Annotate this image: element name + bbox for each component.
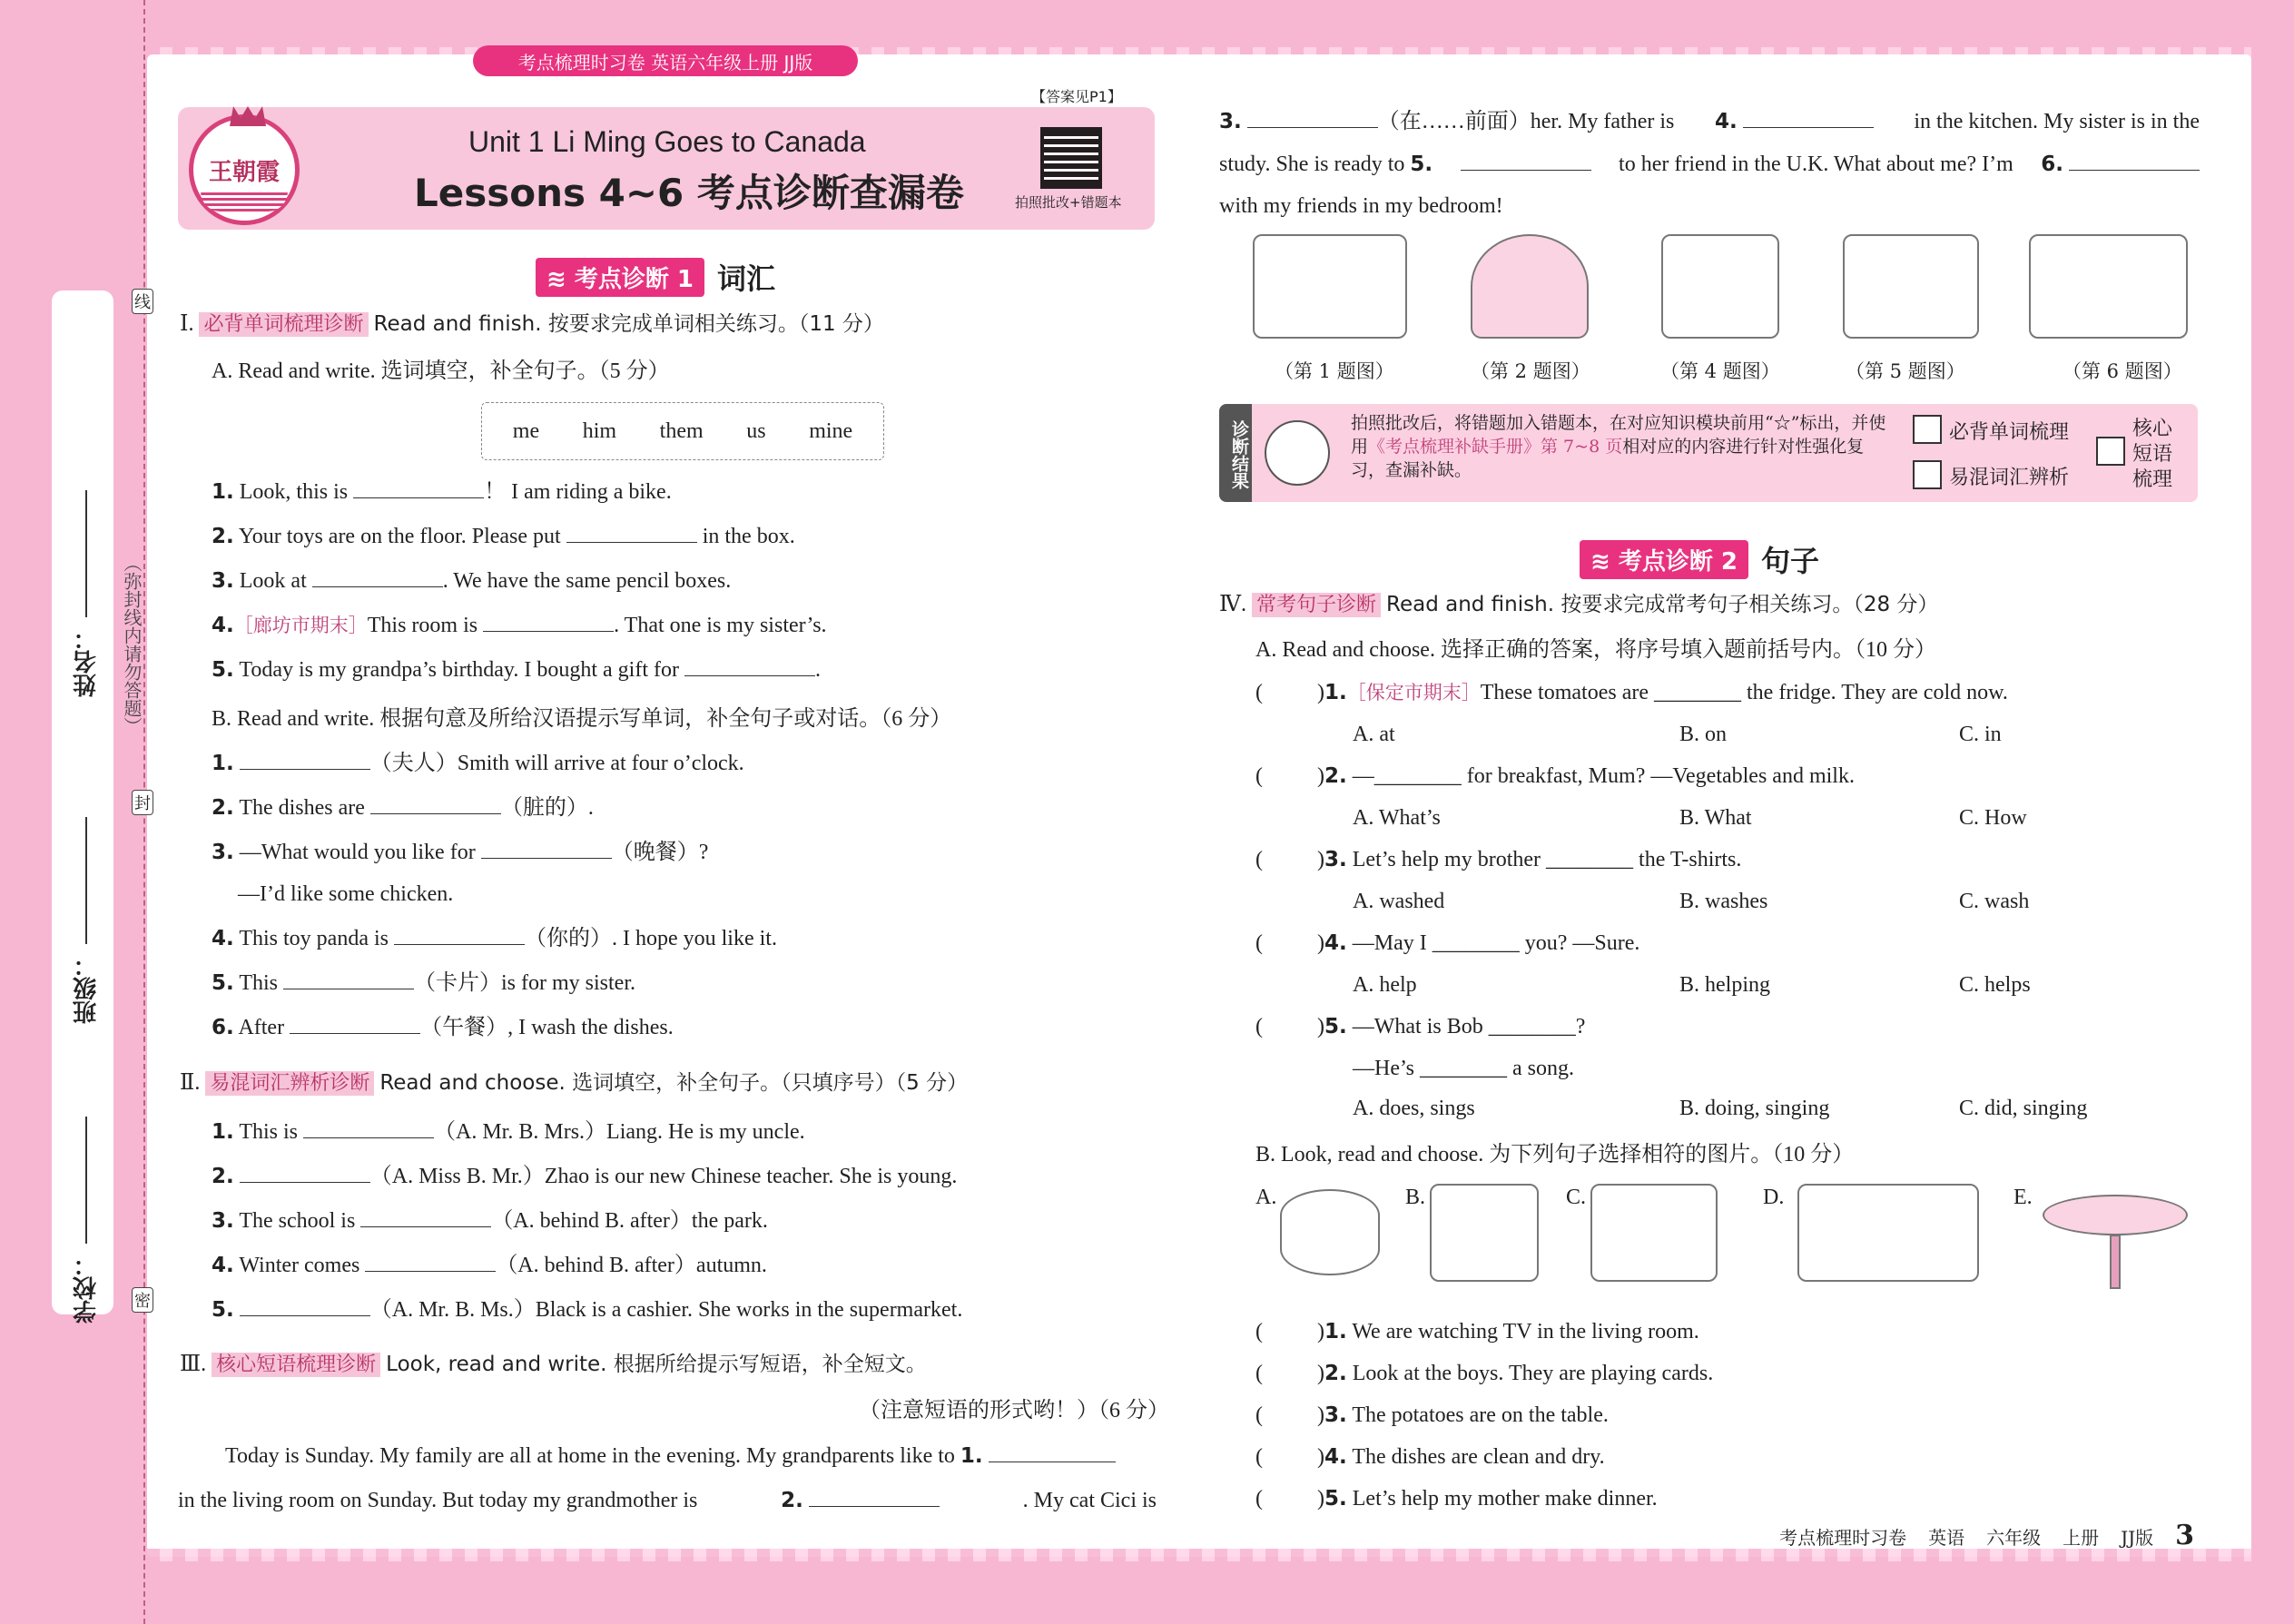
answer-blank[interactable]	[483, 612, 614, 632]
option: B. doing, singing	[1679, 1097, 1830, 1120]
q3-passage-line: in the living room on Sunday. But today my grandmother is 2. . My cat Cici is	[178, 1489, 1157, 1512]
title-header	[178, 107, 1155, 230]
q4a-item: ( )1.［保定市期末］These tomatoes are ________ the fridge. They are cold now.	[1255, 681, 2008, 704]
answer-blank[interactable]	[303, 1118, 434, 1138]
q1b-item: 6. After （午餐）, I wash the dishes.	[212, 1016, 674, 1039]
answer-blank[interactable]	[1247, 108, 1378, 128]
word-option: mine	[809, 418, 853, 443]
picture-playing-cards	[1590, 1184, 1718, 1282]
q2-item: 5. （A. Mr. B. Ms.）Black is a cashier. She works in the supermarket.	[212, 1298, 963, 1322]
q2-item: 1. This is （A. Mr. B. Mrs.）Liang. He is my uncle.	[212, 1120, 805, 1144]
picture-caption: （第 5 题图）	[1846, 360, 1965, 382]
checkbox-phrases[interactable]	[2096, 437, 2125, 466]
answer-blank[interactable]	[1461, 151, 1591, 171]
answer-blank[interactable]	[240, 1296, 370, 1316]
q3-heading: Ⅲ. 核心短语梳理诊断 Look, read and write. 根据所给提示写短语，补全短文。	[180, 1353, 927, 1376]
q4b-item: ( )1. We are watching TV in the living room.	[1255, 1320, 1699, 1343]
option: A. help	[1353, 973, 1417, 997]
series-banner: 考点梳理时习卷 英语六年级上册 JJ版	[473, 45, 858, 76]
q4b-item: ( )5. Let’s help my mother make dinner.	[1255, 1487, 1658, 1511]
seal-mark-seal: 封	[132, 790, 153, 815]
q4a-item: ( )4. —May I ________ you? —Sure.	[1255, 931, 1640, 955]
picture-caption: （第 2 题图）	[1471, 360, 1590, 382]
q4b-instruction: B. Look, read and choose. 为下列句子选择相符的图片。（10 分）	[1255, 1143, 1855, 1166]
checkbox-confusables[interactable]	[1913, 460, 1942, 489]
option: B. washes	[1679, 890, 1768, 913]
q2-item: 2. （A. Miss B. Mr.）Zhao is our new Chinese teacher. She is young.	[212, 1165, 958, 1188]
answer-blank[interactable]	[240, 1163, 370, 1183]
answer-blank[interactable]	[312, 567, 443, 587]
answer-blank[interactable]	[394, 925, 525, 945]
option: B. on	[1679, 723, 1728, 746]
picture-cat-table	[1471, 234, 1589, 339]
picture-label: A.	[1255, 1186, 1277, 1209]
q1-heading: Ⅰ. 必背单词梳理诊断 Read and finish. 按要求完成单词相关练习。（11 分）	[180, 312, 884, 336]
q1a-instruction: A. Read and write. 选词填空，补全句子。（5 分）	[212, 359, 670, 383]
picture-grandparents-tv	[1253, 234, 1407, 339]
option: C. in	[1959, 723, 2002, 746]
school-field[interactable]: 学校：	[64, 1117, 109, 1324]
word-option: him	[582, 418, 617, 443]
option: C. How	[1959, 806, 2027, 830]
q4a-instruction: A. Read and choose. 选择正确的答案，将序号填入题前括号内。（10 分）	[1255, 638, 1936, 662]
class-field[interactable]: 班级：	[64, 817, 109, 1024]
checkbox-vocab[interactable]	[1913, 415, 1942, 444]
q3-passage-line: with my friends in my bedroom!	[1219, 194, 1503, 218]
picture-dishes	[1280, 1189, 1380, 1275]
q1b-instruction: B. Read and write. 根据句意及所给汉语提示写单词，补全句子或对话。（6 分）	[212, 707, 952, 731]
picture-watching-tv	[1797, 1184, 1979, 1282]
q4b-item: ( )3. The potatoes are on the table.	[1255, 1403, 1609, 1427]
q1a-item: 5. Today is my grandpa’s birthday. I bought a gift for .	[212, 658, 821, 682]
q4a-item: ( )5. —What is Bob ________?	[1255, 1015, 1586, 1038]
answer-blank[interactable]	[1743, 108, 1874, 128]
answer-blank[interactable]	[353, 478, 484, 498]
option: C. wash	[1959, 890, 2030, 913]
brand-logo: 王朝霞	[189, 114, 300, 225]
page-number: 3	[2175, 1520, 2194, 1551]
qr-label: 拍照批改+错题本	[1015, 194, 1122, 211]
picture-label: E.	[2013, 1186, 2033, 1209]
option: B. helping	[1679, 973, 1770, 997]
q1b-item: 5. This （卡片）is for my sister.	[212, 971, 635, 995]
q4a-item-line2: —He’s ________ a song.	[1353, 1057, 1574, 1080]
q1b-item: 2. The dishes are （脏的）.	[212, 796, 594, 820]
answer-blank[interactable]	[370, 794, 501, 814]
q4a-item: ( )3. Let’s help my brother ________ the T-shirts.	[1255, 848, 1742, 871]
option: A. does, sings	[1353, 1097, 1475, 1120]
q4b-item: ( )2. Look at the boys. They are playing cards.	[1255, 1362, 1714, 1385]
section-1-heading: ≋ 考点诊断 1 词汇	[536, 256, 775, 298]
q3-note: （注意短语的形式哟！）（6 分）	[859, 1399, 1169, 1422]
avatar	[1265, 420, 1330, 486]
unit-title: Unit 1 Li Ming Goes to Canada	[468, 125, 866, 158]
section-2-heading: ≋ 考点诊断 2 句子	[1580, 538, 1819, 580]
option: C. did, singing	[1959, 1097, 2088, 1120]
answer-blank[interactable]	[809, 1487, 940, 1507]
picture-caption: （第 6 题图）	[2063, 360, 2182, 382]
q2-item: 4. Winter comes （A. behind B. after）autumn.	[212, 1254, 767, 1277]
diagnosis-result-box: 诊断结果 拍照批改后，将错题加入错题本，在对应知识模块前用“☆”标出，并使用《考点梳理补缺手册》第 7~8 页相对应的内容进行针对性强化复习，查漏补缺。 必背单词梳理 易混词汇辨析 核心 短语 梳理	[1219, 404, 2198, 502]
q2-heading: Ⅱ. 易混词汇辨析诊断 Read and choose. 选词填空，补全句子。（只填序号）（5 分）	[180, 1071, 969, 1095]
page-footer: 考点梳理时习卷 英语 六年级 上册 JJ版 3	[1779, 1520, 2194, 1551]
answer-blank[interactable]	[365, 1252, 496, 1272]
picture-friends-playing	[2029, 234, 2188, 339]
answer-blank[interactable]	[566, 523, 697, 543]
option: C. helps	[1959, 973, 2031, 997]
answer-blank[interactable]	[684, 656, 815, 676]
q1a-item: 2. Your toys are on the floor. Please put in the box.	[212, 525, 795, 548]
answer-blank[interactable]	[360, 1207, 491, 1227]
q1a-item: 4.［廊坊市期末］This room is . That one is my sister’s.	[212, 614, 827, 637]
name-field[interactable]: 姓名：	[64, 490, 109, 697]
word-option: us	[746, 418, 766, 443]
word-option: me	[512, 418, 540, 443]
q1a-item: 1. Look, this is ！ I am riding a bike.	[212, 480, 672, 504]
q3-passage-line: study. She is ready to 5. to her friend in the U.K. What about me? I’m 6.	[1219, 151, 2200, 178]
seal-note: （弥封线内请勿答题）	[121, 554, 143, 735]
q3-passage-line: Today is Sunday. My family are all at home in the evening. My grandparents like to 1.	[225, 1442, 1116, 1470]
qr-code-icon[interactable]	[1040, 127, 1102, 189]
q1a-item: 3. Look at . We have the same pencil boxes.	[212, 569, 732, 593]
answer-blank[interactable]	[283, 969, 414, 989]
option: A. What’s	[1353, 806, 1441, 830]
q4a-item: ( )2. —________ for breakfast, Mum? —Vegetables and milk.	[1255, 764, 1855, 788]
word-bank	[481, 402, 884, 460]
answer-reference: 【答案见P1】	[1031, 88, 1122, 105]
picture-cooking	[1430, 1184, 1539, 1282]
q4-heading: Ⅳ. 常考句子诊断 Read and finish. 按要求完成常考句子相关练习。（28 分）	[1219, 593, 1939, 616]
answer-blank[interactable]	[290, 1014, 420, 1034]
answer-blank[interactable]	[481, 839, 612, 859]
picture-father-cooking	[1661, 234, 1779, 339]
answer-blank[interactable]	[240, 750, 370, 770]
option: A. washed	[1353, 890, 1445, 913]
q4b-item: ( )4. The dishes are clean and dry.	[1255, 1445, 1605, 1469]
lesson-title: Lessons 4~6 考点诊断查漏卷	[414, 171, 964, 215]
crown-icon	[230, 106, 266, 126]
option: B. What	[1679, 806, 1752, 830]
picture-potatoes-table	[2043, 1195, 2188, 1235]
q1b-item: 4. This toy panda is （你的）. I hope you like it.	[212, 927, 777, 950]
picture-label: D.	[1763, 1186, 1785, 1209]
q3-passage-line: 3. （在……前面）her. My father is 4. in the kitchen. My sister is in the	[1219, 110, 2200, 133]
seal-mark-secret: 密	[132, 1287, 153, 1313]
option: A. at	[1353, 723, 1395, 746]
answer-blank[interactable]	[989, 1442, 1116, 1462]
q1b-item: 3. —What would you like for （晚餐）?	[212, 841, 709, 864]
picture-caption: （第 4 题图）	[1660, 360, 1780, 382]
picture-label: B.	[1405, 1186, 1426, 1209]
q1b-item: 1. （夫人）Smith will arrive at four o’clock.	[212, 752, 744, 775]
picture-caption: （第 1 题图）	[1275, 360, 1394, 382]
q2-item: 3. The school is （A. behind B. after）the park.	[212, 1209, 768, 1233]
word-option: them	[659, 418, 704, 443]
answer-blank[interactable]	[2069, 151, 2200, 171]
q1b-item: —I’d like some chicken.	[238, 882, 454, 906]
picture-label: C.	[1566, 1186, 1587, 1209]
picture-sister-writing	[1843, 234, 1979, 339]
seal-mark-line: 线	[132, 289, 153, 314]
diagnosis-text: 拍照批改后，将错题加入错题本，在对应知识模块前用“☆”标出，并使用《考点梳理补缺手册》第 7~8 页相对应的内容进行针对性强化复习，查漏补缺。	[1351, 413, 1886, 480]
